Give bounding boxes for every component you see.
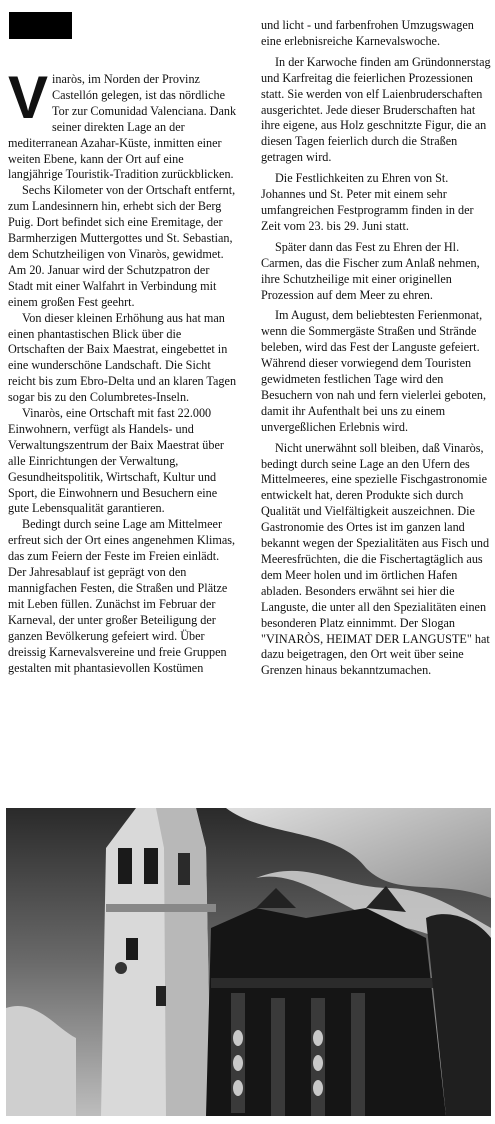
drop-cap: V: [8, 64, 49, 131]
paragraph-carnival-cont: und licht - und farbenfrohen Umzugswagen eine erlebnisreiche Karnevalswoche.: [261, 18, 474, 48]
paragraph-gastronomy: Nicht unerwähnt soll bleiben, daß Vinaròs, bedingt durch seine Lage an den Ufern des Mittelmeeres, eine spezielle Fischgastronomie entwickelt hat, deren Produkte sich durch Qualität und Vielfältigkeit auszeichnen. Die Gastronomie des Ortes ist im ganzen land bekannt wegen der Spezialitäten aus Fisch und Meeresfrüchten, die die Fischertagtäglich aus dem Meer holen und im örtlichen Hafen abladen. Besonders erwähnt sei hier die Languste, die unter all den Spezialitäten einen besonderen Platz einnimmt. Der Slogan "VINARÒS, HEIMAT DER LANGUSTE" hat dazu beigetragen, den Ort weit über seine Grenzen hinaus bekanntzumachen.: [261, 440, 490, 678]
paragraph-climate: Bedingt durch seine Lage am Mittelmeer erfreut sich der Ort eines angenehmen Klimas, das zum Feiern der Feste im Freien einlädt. Der Jahresablauf ist geprägt von den mannigfachen Festen, die Straßen und Plätze mit Leben füllen. Zunächst im Februar der Karneval, der unter großer Beteiligung der ganzen Bevölkerung gefeiert wird. Über dreissig Karnevalsvereine und freie Gruppen gestalten mit phantasievollen Kostümen: [8, 517, 236, 675]
paragraph-august: Im August, dem beliebtesten Ferienmonat, wenn die Sommergäste Straßen und Strände beleben, wird das Fest der Languste gefeiert. Während dieser vorwiegend dem Touristen gewidmeten festlichen Tage wird den Besuchern von nah und fern vielerlei geboten, damit ihr Aufenthalt bei uns zu einem unvergeßlichen Erlebnis wird.: [261, 308, 487, 434]
header-black-box: [9, 12, 72, 39]
paragraph-puig: Sechs Kilometer von der Ortschaft entfernt, zum Landesinnern hin, erhebt sich der Berg Puig. Dort befindet sich eine Eremitage, der Barmherzigen Muttergottes und St. Sebastian, dem Schutzheiligen von Vinaròs, gewidmet. Am 20. Januar wird der Schutzpatron der Stadt mit einer Walfahrt in Verbindung mit einem großen Fest geehrt.: [8, 183, 236, 309]
paragraph-intro: inaròs, im Norden der Provinz Castellón gelegen, ist das nördliche Tor zur Comunidad Valenciana. Dank seiner direkten Lage an der mediterranean Azahar-Küste, inmitten einer weiten Ebene, kann der Ort auf eine langjährige Touristik-Tradition zurückblicken.: [8, 72, 237, 182]
paragraph-st-john: Die Festlichkeiten zu Ehren von St. Johannes und St. Peter mit einem sehr umfangreichen Festprogramm finden in der Zeit vom 23. bis 29. Juni statt.: [261, 171, 474, 233]
paragraph-carmen: Später dann das Fest zu Ehren der Hl. Carmen, das die Fischer zum Anlaß nehmen, ihre Schutzheilige mit einer originellen Prozession auf dem Meer zu ehren.: [261, 239, 480, 302]
text-column-left: [8, 64, 237, 676]
paragraph-town: Vinaròs, eine Ortschaft mit fast 22.000 Einwohnern, verfügt als Handels- und Verwaltungszentrum der Baix Maestrat über alle Einrichtungen der Verwaltung, Gesundheitspolitik, Wirtschaft, Kultur und Sport, die Einwohnern und Besuchern eine gute Lebensqualität garantieren.: [8, 406, 224, 516]
text-column-right: [261, 18, 492, 679]
church-photo: [6, 808, 491, 1116]
paragraph-holy-week: In der Karwoche finden am Gründonnerstag und Karfreitag die feierlichen Prozessionen statt. Sie werden von elf Laienbruderschaften ausgerichtet. Jede dieser Bruderschaften hat ihre eigene, aus Holz geschnitzte Figur, die an diesen Tagen feierlich durch die Straßen getragen wird.: [261, 54, 491, 165]
paragraph-view: Von dieser kleinen Erhöhung aus hat man einen phantastischen Blick über die Ortschaften der Baix Maestrat, eingebettet in eine wunderschöne Landschaft. Die Sicht reicht bis zum Ebro-Delta und an klaren Tagen sogar bis zu den Columbretes-Inseln.: [8, 310, 237, 405]
